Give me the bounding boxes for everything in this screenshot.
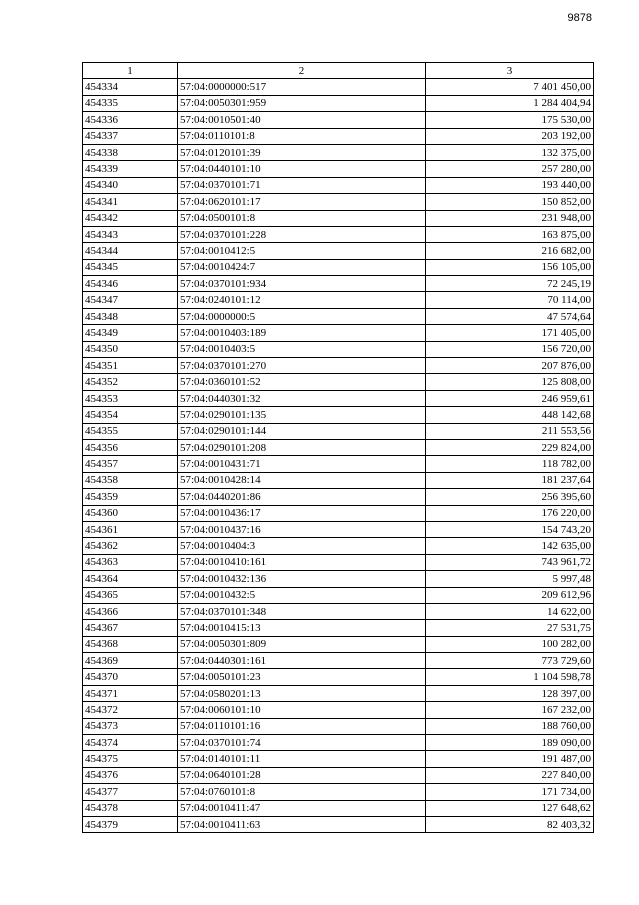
cadastral-number-cell: 57:04:0640101:28 (178, 767, 426, 783)
value-cell: 82 403,32 (426, 816, 594, 832)
cadastral-number-cell: 57:04:0010424:7 (178, 259, 426, 275)
cadastral-number-cell: 57:04:0050101:23 (178, 669, 426, 685)
value-cell: 156 720,00 (426, 341, 594, 357)
table-row (83, 800, 594, 816)
value-cell: 171 734,00 (426, 784, 594, 800)
row-number-cell: 454370 (83, 669, 178, 685)
table-row (83, 456, 594, 472)
column-header-2: 2 (178, 63, 426, 79)
cadastral-number-cell: 57:04:0440301:32 (178, 390, 426, 406)
cadastral-number-cell: 57:04:0120101:39 (178, 144, 426, 160)
cadastral-number-cell: 57:04:0370101:270 (178, 358, 426, 374)
data-table (82, 62, 594, 833)
row-number-cell: 454336 (83, 112, 178, 128)
cadastral-number-cell: 57:04:0000000:517 (178, 79, 426, 95)
table-row (83, 767, 594, 783)
table-row (83, 144, 594, 160)
value-cell: 193 440,00 (426, 177, 594, 193)
row-number-cell: 454345 (83, 259, 178, 275)
cadastral-number-cell: 57:04:0370101:71 (178, 177, 426, 193)
table-row (83, 636, 594, 652)
cadastral-number-cell: 57:04:0620101:17 (178, 194, 426, 210)
value-cell: 743 961,72 (426, 554, 594, 570)
table-row (83, 243, 594, 259)
row-number-cell: 454358 (83, 472, 178, 488)
table-row (83, 816, 594, 832)
row-number-cell: 454365 (83, 587, 178, 603)
row-number-cell: 454357 (83, 456, 178, 472)
row-number-cell: 454379 (83, 816, 178, 832)
cadastral-number-cell: 57:04:0440201:86 (178, 489, 426, 505)
table-row (83, 735, 594, 751)
cadastral-number-cell: 57:04:0050301:959 (178, 95, 426, 111)
table-row (83, 718, 594, 734)
value-cell: 256 395,60 (426, 489, 594, 505)
table-row (83, 702, 594, 718)
value-cell: 773 729,60 (426, 653, 594, 669)
row-number-cell: 454340 (83, 177, 178, 193)
row-number-cell: 454362 (83, 538, 178, 554)
cadastral-number-cell: 57:04:0370101:934 (178, 276, 426, 292)
table-row (83, 472, 594, 488)
row-number-cell: 454339 (83, 161, 178, 177)
value-cell: 257 280,00 (426, 161, 594, 177)
table-row (83, 226, 594, 242)
cadastral-number-cell: 57:04:0500101:8 (178, 210, 426, 226)
table-row (83, 325, 594, 341)
table-row (83, 128, 594, 144)
value-cell: 246 959,61 (426, 390, 594, 406)
row-number-cell: 454369 (83, 653, 178, 669)
row-number-cell: 454359 (83, 489, 178, 505)
table-header-row (83, 63, 594, 79)
row-number-cell: 454354 (83, 407, 178, 423)
row-number-cell: 454350 (83, 341, 178, 357)
cadastral-number-cell: 57:04:0050301:809 (178, 636, 426, 652)
row-number-cell: 454367 (83, 620, 178, 636)
value-cell: 14 622,00 (426, 603, 594, 619)
row-number-cell: 454363 (83, 554, 178, 570)
cadastral-number-cell: 57:04:0010411:63 (178, 816, 426, 832)
row-number-cell: 454346 (83, 276, 178, 292)
value-cell: 154 743,20 (426, 521, 594, 537)
cadastral-number-cell: 57:04:0580201:13 (178, 685, 426, 701)
value-cell: 5 997,48 (426, 571, 594, 587)
row-number-cell: 454368 (83, 636, 178, 652)
row-number-cell: 454373 (83, 718, 178, 734)
row-number-cell: 454360 (83, 505, 178, 521)
cadastral-number-cell: 57:04:0010501:40 (178, 112, 426, 128)
cadastral-number-cell: 57:04:0290101:208 (178, 439, 426, 455)
row-number-cell: 454353 (83, 390, 178, 406)
row-number-cell: 454342 (83, 210, 178, 226)
table-row (83, 489, 594, 505)
value-cell: 231 948,00 (426, 210, 594, 226)
cadastral-number-cell: 57:04:0010412:5 (178, 243, 426, 259)
cadastral-number-cell: 57:04:0370101:348 (178, 603, 426, 619)
cadastral-number-cell: 57:04:0010437:16 (178, 521, 426, 537)
value-cell: 142 635,00 (426, 538, 594, 554)
table-row (83, 538, 594, 554)
value-cell: 127 648,62 (426, 800, 594, 816)
value-cell: 70 114,00 (426, 292, 594, 308)
table-row (83, 407, 594, 423)
cadastral-number-cell: 57:04:0290101:135 (178, 407, 426, 423)
cadastral-number-cell: 57:04:0010428:14 (178, 472, 426, 488)
value-cell: 229 824,00 (426, 439, 594, 455)
value-cell: 156 105,00 (426, 259, 594, 275)
page-number: 9878 (567, 12, 592, 24)
row-number-cell: 454352 (83, 374, 178, 390)
value-cell: 188 760,00 (426, 718, 594, 734)
table-row (83, 358, 594, 374)
value-cell: 209 612,96 (426, 587, 594, 603)
value-cell: 150 852,00 (426, 194, 594, 210)
table-row (83, 161, 594, 177)
row-number-cell: 454366 (83, 603, 178, 619)
table-row (83, 423, 594, 439)
row-number-cell: 454334 (83, 79, 178, 95)
value-cell: 448 142,68 (426, 407, 594, 423)
row-number-cell: 454348 (83, 308, 178, 324)
row-number-cell: 454372 (83, 702, 178, 718)
table-row (83, 112, 594, 128)
table-row (83, 374, 594, 390)
row-number-cell: 454364 (83, 571, 178, 587)
row-number-cell: 454371 (83, 685, 178, 701)
value-cell: 1 284 404,94 (426, 95, 594, 111)
cadastral-number-cell: 57:04:0440301:161 (178, 653, 426, 669)
value-cell: 191 487,00 (426, 751, 594, 767)
row-number-cell: 454338 (83, 144, 178, 160)
value-cell: 125 808,00 (426, 374, 594, 390)
row-number-cell: 454343 (83, 226, 178, 242)
table-row (83, 505, 594, 521)
row-number-cell: 454356 (83, 439, 178, 455)
cadastral-number-cell: 57:04:0110101:8 (178, 128, 426, 144)
table-row (83, 587, 594, 603)
cadastral-number-cell: 57:04:0440101:10 (178, 161, 426, 177)
cadastral-number-cell: 57:04:0010404:3 (178, 538, 426, 554)
value-cell: 176 220,00 (426, 505, 594, 521)
table-row (83, 194, 594, 210)
value-cell: 7 401 450,00 (426, 79, 594, 95)
table-row (83, 521, 594, 537)
cadastral-number-cell: 57:04:0010432:136 (178, 571, 426, 587)
column-header-3: 3 (426, 63, 594, 79)
row-number-cell: 454374 (83, 735, 178, 751)
cadastral-number-cell: 57:04:0370101:74 (178, 735, 426, 751)
cadastral-number-cell: 57:04:0010403:5 (178, 341, 426, 357)
cadastral-number-cell: 57:04:0060101:10 (178, 702, 426, 718)
row-number-cell: 454378 (83, 800, 178, 816)
row-number-cell: 454355 (83, 423, 178, 439)
row-number-cell: 454375 (83, 751, 178, 767)
cadastral-number-cell: 57:04:0010431:71 (178, 456, 426, 472)
row-number-cell: 454341 (83, 194, 178, 210)
cadastral-number-cell: 57:04:0370101:228 (178, 226, 426, 242)
table-row (83, 669, 594, 685)
row-number-cell: 454337 (83, 128, 178, 144)
value-cell: 189 090,00 (426, 735, 594, 751)
value-cell: 167 232,00 (426, 702, 594, 718)
value-cell: 175 530,00 (426, 112, 594, 128)
table-row (83, 177, 594, 193)
table-row (83, 620, 594, 636)
cadastral-number-cell: 57:04:0760101:8 (178, 784, 426, 800)
table-row (83, 554, 594, 570)
value-cell: 132 375,00 (426, 144, 594, 160)
value-cell: 72 245,19 (426, 276, 594, 292)
cadastral-number-cell: 57:04:0010436:17 (178, 505, 426, 521)
table-row (83, 390, 594, 406)
table-row (83, 210, 594, 226)
table-row (83, 653, 594, 669)
cadastral-number-cell: 57:04:0010403:189 (178, 325, 426, 341)
row-number-cell: 454377 (83, 784, 178, 800)
table-row (83, 571, 594, 587)
cadastral-number-cell: 57:04:0010415:13 (178, 620, 426, 636)
cadastral-number-cell: 57:04:0110101:16 (178, 718, 426, 734)
value-cell: 47 574,64 (426, 308, 594, 324)
value-cell: 216 682,00 (426, 243, 594, 259)
table-row (83, 276, 594, 292)
table-row (83, 685, 594, 701)
table-row (83, 79, 594, 95)
table-row (83, 292, 594, 308)
row-number-cell: 454376 (83, 767, 178, 783)
table-body (83, 79, 594, 833)
row-number-cell: 454335 (83, 95, 178, 111)
value-cell: 171 405,00 (426, 325, 594, 341)
cadastral-number-cell: 57:04:0140101:11 (178, 751, 426, 767)
row-number-cell: 454351 (83, 358, 178, 374)
row-number-cell: 454344 (83, 243, 178, 259)
column-header-1: 1 (83, 63, 178, 79)
value-cell: 1 104 598,78 (426, 669, 594, 685)
cadastral-number-cell: 57:04:0000000:5 (178, 308, 426, 324)
table-row (83, 784, 594, 800)
value-cell: 163 875,00 (426, 226, 594, 242)
table-row (83, 751, 594, 767)
table-row (83, 439, 594, 455)
value-cell: 128 397,00 (426, 685, 594, 701)
value-cell: 207 876,00 (426, 358, 594, 374)
cadastral-number-cell: 57:04:0010411:47 (178, 800, 426, 816)
value-cell: 211 553,56 (426, 423, 594, 439)
row-number-cell: 454349 (83, 325, 178, 341)
cadastral-number-cell: 57:04:0290101:144 (178, 423, 426, 439)
value-cell: 227 840,00 (426, 767, 594, 783)
cadastral-number-cell: 57:04:0240101:12 (178, 292, 426, 308)
table-row (83, 308, 594, 324)
cadastral-number-cell: 57:04:0010410:161 (178, 554, 426, 570)
cadastral-number-cell: 57:04:0010432:5 (178, 587, 426, 603)
value-cell: 100 282,00 (426, 636, 594, 652)
value-cell: 27 531,75 (426, 620, 594, 636)
row-number-cell: 454347 (83, 292, 178, 308)
table-row (83, 95, 594, 111)
table-row (83, 603, 594, 619)
row-number-cell: 454361 (83, 521, 178, 537)
value-cell: 203 192,00 (426, 128, 594, 144)
cadastral-number-cell: 57:04:0360101:52 (178, 374, 426, 390)
value-cell: 181 237,64 (426, 472, 594, 488)
table-row (83, 341, 594, 357)
table-row (83, 259, 594, 275)
value-cell: 118 782,00 (426, 456, 594, 472)
